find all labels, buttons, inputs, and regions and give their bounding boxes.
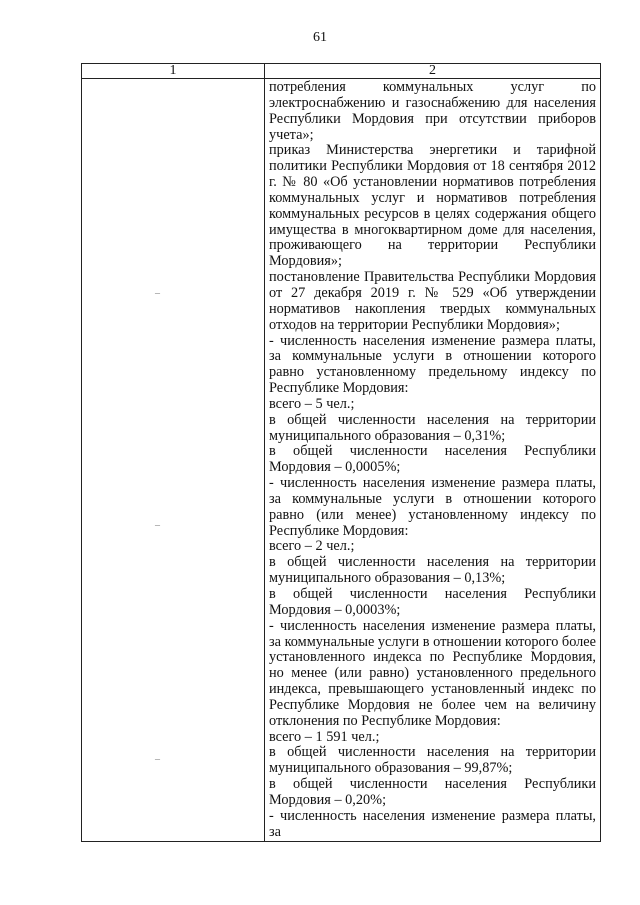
column-2-cell (265, 79, 601, 842)
paragraph: в общей численности населения на территории муниципального образования – 0,13%; (269, 554, 596, 587)
paragraph: всего – 1 591 чел.; (269, 728, 380, 745)
paragraph: в общей численности населения Республики Мордовия – 0,0005%; (269, 443, 596, 476)
content-table (81, 63, 601, 842)
table-row (82, 79, 601, 842)
cell-text (265, 79, 600, 841)
table-header-row (82, 64, 601, 79)
paragraph: - численность населения изменение размера платы, за коммунальные услуги в отношении которого равно (или менее) установленному индексу по Республике Мордовия: (269, 475, 596, 539)
paragraph: в общей численности населения на территории муниципального образования – 0,31%; (269, 411, 596, 444)
column-1-header: 1 (82, 64, 265, 79)
paragraph: приказ Министерства энергетики и тарифной политики Республики Мордовия от 18 сентября 2012 г. № 80 «Об установлении нормативов потребления коммунальных услуг и нормативов потребления коммунальных ресурсов в целях содержания общего имущества в многоквартирном доме для населения, проживающего на территории Республики Мордовия»; (269, 142, 596, 270)
column-1-mark: – (155, 754, 160, 765)
column-1-cell (82, 79, 265, 842)
paragraph: в общей численности населения Республики Мордовия – 0,0003%; (269, 586, 596, 618)
column-2-header: 2 (265, 64, 601, 79)
paragraph: потребления коммунальных услуг по электроснабжению и газоснабжению для населения Республики Мордовия при отсутствии приборов учета»; (269, 79, 596, 143)
paragraph: в общей численности населения Республики Мордовия – 0,20%; (269, 776, 596, 808)
paragraph: всего – 2 чел.; (269, 538, 355, 555)
paragraph: постановление Правительства Республики Мордовия от 27 декабря 2019 г. № 529 «Об утверждении нормативов накопления твердых коммунальных отходов на территории Республики Мордовия»; (269, 269, 596, 333)
paragraph: в общей численности населения на территории муниципального образования – 99,87%; (269, 744, 596, 777)
column-1-mark: – (155, 520, 160, 531)
paragraph: всего – 5 чел.; (269, 395, 355, 412)
column-1-mark: – (155, 288, 160, 299)
paragraph: - численность населения изменение размера платы, за коммунальные услуги в отношении которого более установленного индекса по Республике Мордовия, но менее (или равно) установленного предельного индекса, превышающего установленный индекс по Республике Мордовия не более чем на величину отклонения по Республике Мордовия: (269, 617, 596, 729)
page-number: 61 (313, 30, 327, 45)
paragraph: - численность населения изменение размера платы, за коммунальные услуги в отношении которого равно установленному предельному индексу по Республике Мордовия: (269, 332, 596, 397)
paragraph: - численность населения изменение размера платы, за (269, 807, 596, 840)
